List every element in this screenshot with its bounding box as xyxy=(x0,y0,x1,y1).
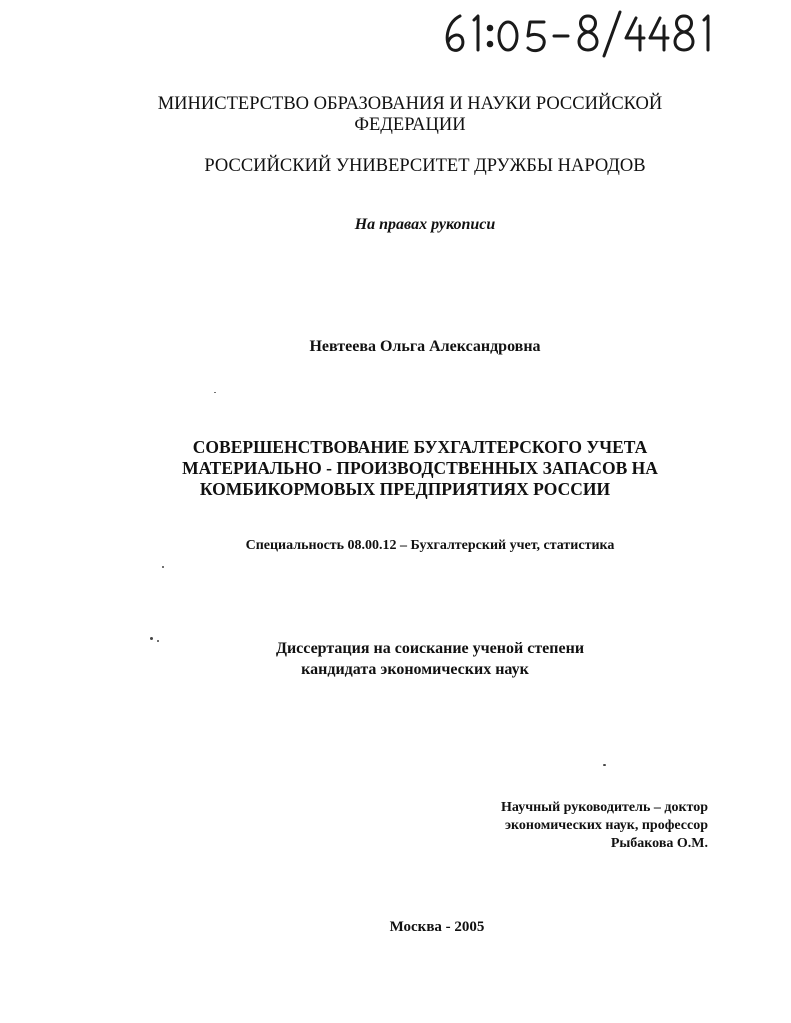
title-line-3: КОМБИКОРМОВЫХ ПРЕДПРИЯТИЯХ РОССИИ xyxy=(199,479,611,499)
scan-speck xyxy=(157,640,159,642)
university-name: РОССИЙСКИЙ УНИВЕРСИТЕТ ДРУЖБЫ НАРОДОВ xyxy=(204,156,646,176)
city-and-year: Москва - 2005 xyxy=(389,919,485,935)
scan-speck xyxy=(162,566,164,568)
degree-statement xyxy=(230,638,630,680)
author-name: Невтеева Ольга Александровна xyxy=(309,338,541,355)
title-line-2: МАТЕРИАЛЬНО - ПРОИЗВОДСТВЕННЫХ ЗАПАСОВ НА xyxy=(182,458,658,478)
ministry-name: МИНИСТЕРСТВО ОБРАЗОВАНИЯ И НАУКИ РОССИЙСКОЙ ФЕДЕРАЦИИ xyxy=(157,94,663,135)
dissertation-title xyxy=(160,437,680,500)
scan-speck xyxy=(214,392,216,393)
handwritten-archive-number xyxy=(438,8,718,58)
degree-line-1: Диссертация на соискание ученой степени xyxy=(275,640,585,657)
title-line-1: СОВЕРШЕНСТВОВАНИЕ БУХГАЛТЕРСКОГО УЧЕТА xyxy=(192,437,648,457)
scientific-supervisor xyxy=(440,799,708,853)
handwritten-number-drawing xyxy=(438,8,718,58)
scan-speck xyxy=(603,764,606,766)
supervisor-line-1: Научный руководитель – доктор xyxy=(501,800,708,815)
supervisor-line-3: Рыбакова О.М. xyxy=(610,836,708,851)
supervisor-line-2: экономических наук, профессор xyxy=(504,818,708,833)
specialty: Специальность 08.00.12 – Бухгалтерский учет, статистика xyxy=(245,538,615,553)
degree-line-2: кандидата экономических наук xyxy=(301,661,529,678)
scan-speck xyxy=(150,637,153,640)
manuscript-rights-note: На правах рукописи xyxy=(354,216,496,233)
